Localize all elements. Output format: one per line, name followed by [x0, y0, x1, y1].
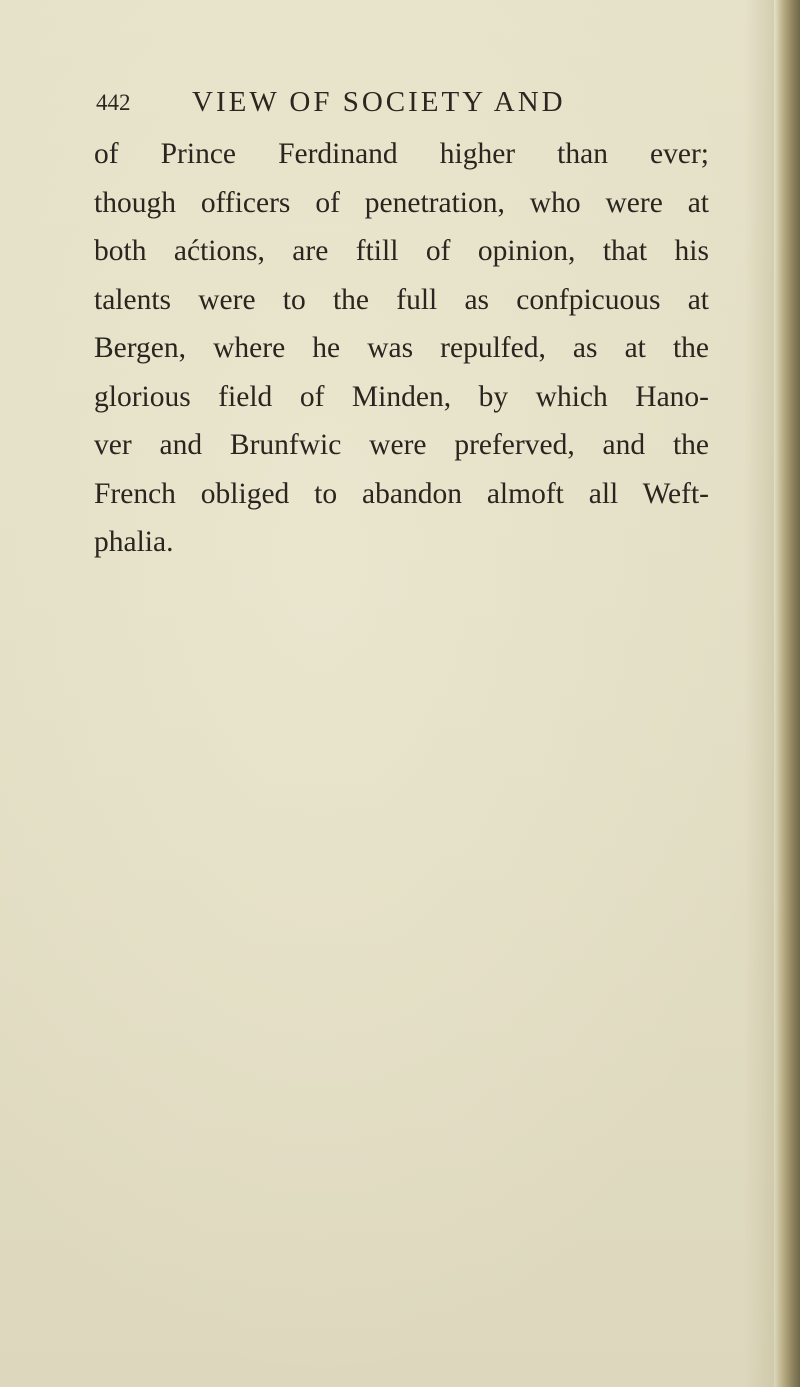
text-line-3: both aćtions, are ftill of opinion, that his — [94, 235, 709, 267]
body-paragraph — [94, 130, 709, 567]
running-head: VIEW OF SOCIETY AND — [192, 86, 566, 118]
text-line-7: ver and Brunfwic were preferved, and the — [94, 429, 709, 461]
text-line-2: though officers of penetration, who were at — [94, 186, 709, 219]
page-edge — [774, 0, 800, 1387]
page-gutter-shadow — [744, 0, 774, 1387]
text-line-9: phalia. — [94, 526, 174, 558]
page-number: 442 — [96, 90, 131, 115]
text-line-6: glorious field of Minden, by which Hano- — [94, 380, 709, 413]
text-line-4: talents were to the full as confpicuous at — [94, 283, 709, 316]
text-line-1: of Prince Ferdinand higher than ever; — [94, 138, 709, 170]
page-header — [96, 86, 656, 122]
text-line-8: French obliged to abandon almoft all Weft- — [94, 477, 709, 510]
text-line-5: Bergen, where he was repulfed, as at the — [94, 332, 709, 364]
